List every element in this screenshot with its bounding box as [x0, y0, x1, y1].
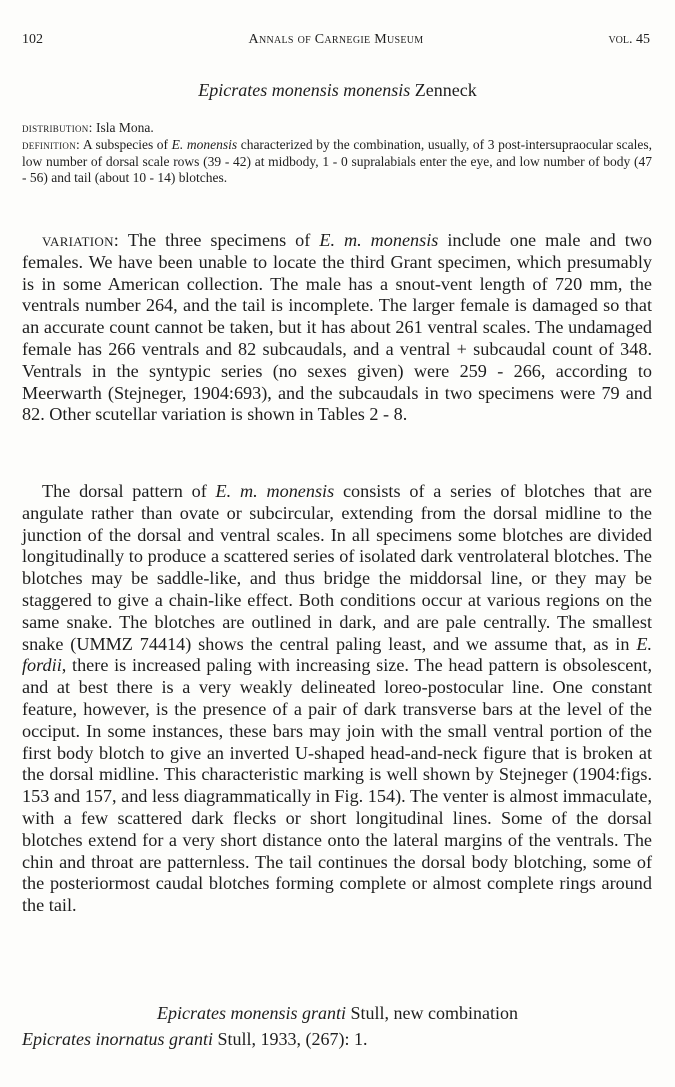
- synonym-name: Epicrates inornatus granti: [22, 1029, 214, 1049]
- synonym-citation: Stull, 1933, (267): 1.: [213, 1029, 368, 1049]
- section-heading-monensis: [0, 80, 675, 101]
- distribution-label: distribution:: [22, 120, 93, 135]
- running-header: [22, 32, 650, 50]
- journal-title: Annals of Carnegie Museum: [248, 32, 424, 47]
- pattern-paragraph: [22, 481, 652, 917]
- taxon-author: Zenneck: [410, 80, 477, 100]
- page-number: 102: [22, 32, 43, 47]
- taxon2-author: Stull, new combination: [346, 1003, 518, 1023]
- taxon-name: Epicrates monensis monensis: [198, 80, 411, 100]
- variation-taxon: E. m. monensis: [319, 230, 439, 250]
- pattern-taxon-fordii: E. fordii: [22, 633, 652, 676]
- volume-label: vol. 45: [608, 32, 650, 47]
- pattern-text-end: , there is increased paling with increasing size. The head pattern is obsolescent, and at best there is a very weakly delineated loreo-postocular line. One constant feature, however, is the presence of a pair of dark transverse bars at the level of the occiput. In some instances, these bars may join with the small ventral portion of the first body blotch to give an inverted U-shaped head-and-neck figure that is broken at the dorsal midline. This characteristic marking is well shown by Stejneger (1904:figs. 153 and 157, and less diagrammatically in Fig. 154). The venter is almost immaculate, with a few scattered dark flecks or short longitudinal lines. Some of the dorsal blotches extend for a very short distance onto the lateral margins of the ventrals. The chin and throat are patternless. The tail continues the dorsal body blotching, some of the posteriormost caudal blotches forming complete or almost complete rings around the tail.: [22, 655, 652, 916]
- variation-label: variation:: [42, 230, 120, 250]
- distribution-paragraph: [22, 120, 652, 137]
- variation-paragraph: [22, 230, 652, 426]
- variation-text: The three specimens of: [119, 230, 320, 250]
- pattern-section: [22, 481, 652, 917]
- definition-text-continued: characterized by the combination, usually, of 3 post-intersupraocular scales, low number of dorsal scale rows (39 - 42) at midbody, 1 - 0 supralabials enter the eye, and low number of body (47 - 56) and tail (about 10 - 14) blotches.: [22, 137, 652, 185]
- taxon2-name: Epicrates monensis granti: [157, 1003, 346, 1023]
- definition-text: A subspecies of: [80, 137, 172, 152]
- definition-paragraph: [22, 137, 652, 187]
- section-heading-granti: [0, 1003, 675, 1024]
- pattern-text-continued: consists of a series of blotches that are angulate rather than ovate or subcircular, extending from the dorsal midline to the junction of the dorsal and ventral scales. In all specimens some blotches are divided longitudinally to produce a scattered series of isolated dark ventrolateral blotches. The blotches may be saddle-like, and thus bridge the middorsal line, or they may be staggered to give a chain-like effect. Both conditions occur at various regions on the same snake. The blotches are outlined in dark, and are pale centrally. The smallest snake (UMMZ 74414) shows the central paling least, and we assume that, as in: [22, 481, 652, 654]
- variation-section: [22, 230, 652, 426]
- definition-label: definition:: [22, 137, 81, 152]
- synonym-line: [22, 1029, 368, 1050]
- distribution-text: Isla Mona.: [92, 120, 154, 135]
- pattern-taxon: E. m. monensis: [215, 481, 335, 501]
- pattern-text: The dorsal pattern of: [42, 481, 216, 501]
- definition-taxon: E. monensis: [171, 137, 238, 152]
- variation-text-continued: include one male and two females. We have been unable to locate the third Grant specimen, which presumably is in some American collection. The male has a snout-vent length of 720 mm, the ventrals number 264, and the tail is incomplete. The larger female is damaged so that an accurate count cannot be taken, but it has about 261 ventral scales. The undamaged female has 266 ventrals and 82 subcaudals, and a ventral + subcaudal count of 348. Ventrals in the syntypic series (no sexes given) were 259 - 266, according to Meerwarth (Stejneger, 1904:693), and the subcaudals in two specimens were 79 and 82. Other scutellar variation is shown in Tables 2 - 8.: [22, 230, 652, 425]
